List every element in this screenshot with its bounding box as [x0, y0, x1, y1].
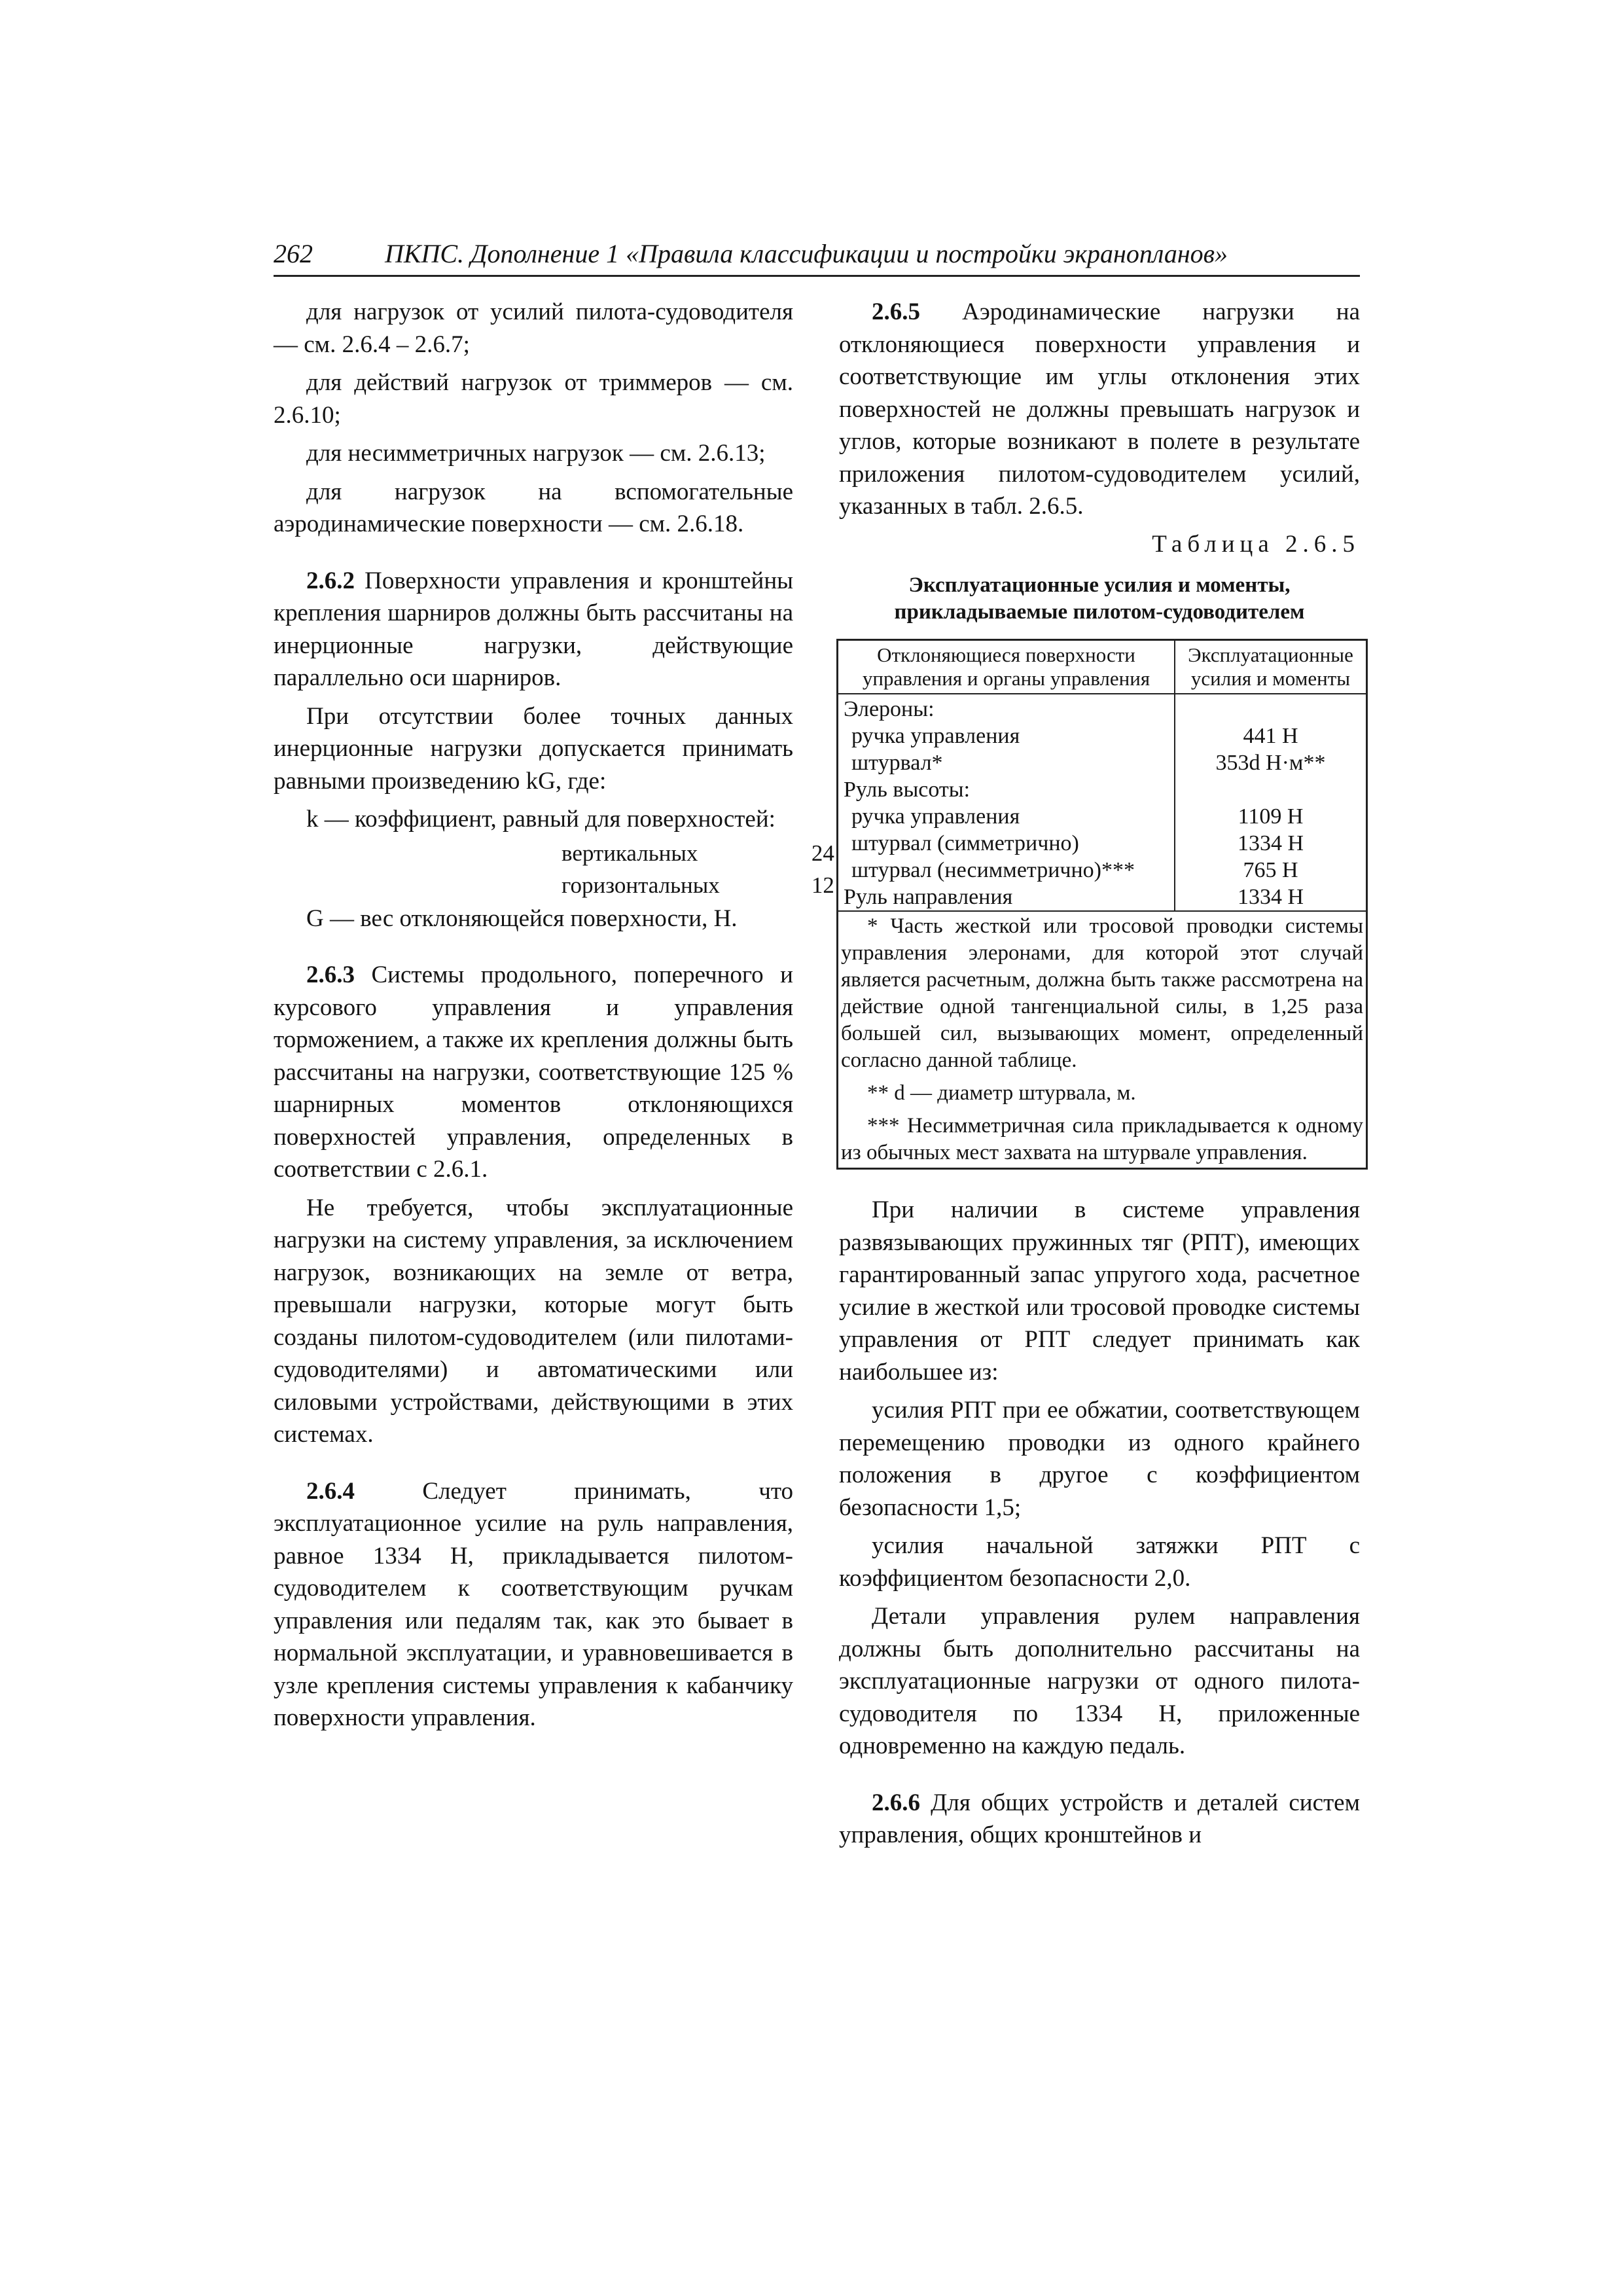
- paragraph: для несимметричных нагрузок — см. 2.6.13;: [306, 440, 766, 467]
- row-value: 765 Н: [1175, 857, 1367, 884]
- section-number: 2.6.5: [872, 298, 920, 325]
- section-number: 2.6.4: [306, 1477, 355, 1505]
- section-2-6-6: [839, 1787, 1360, 1852]
- table-header-row: [838, 640, 1367, 694]
- row-value: 1334 Н: [1175, 830, 1367, 857]
- table-row: [838, 857, 1367, 884]
- coefficient-label: горизонтальных: [562, 872, 720, 898]
- column-header: Эксплуатационные усилия и моменты: [1175, 640, 1367, 694]
- table-row: [838, 884, 1367, 911]
- paragraph: Не требуется, чтобы эксплуатационные нагрузки на систему управления, за исключением нагрузок, возникающих на земле от ветра, превышали нагрузки, которые могут быть созданы пилотом-судоводителем (или пилотами-судоводителями) и автоматическими или силовыми устройствами, действующими в этих системах.: [274, 1194, 793, 1448]
- paragraph: При наличии в системе управления развязывающих пружинных тяг (РПТ), имеющих гарантированный запас упругого хода, расчетное усилие в жесткой или тросовой проводке системы управления от РПТ следует принимать как наибольшее из:: [839, 1196, 1360, 1386]
- running-header: [274, 236, 1360, 277]
- row-label: ручка управления: [851, 724, 1020, 748]
- row-label: ручка управления: [851, 804, 1020, 829]
- table-footnote: *** Несимметричная сила прикладывается к одному из обычных мест захвата на штурвале управления.: [841, 1114, 1363, 1164]
- row-value: [1175, 694, 1367, 723]
- table-row: [838, 830, 1367, 857]
- page-number: 262: [274, 239, 313, 268]
- paragraph: для нагрузок на вспомогательные аэродинамические поверхности — см. 2.6.18.: [274, 478, 793, 537]
- coefficient-label: вертикальных: [562, 840, 698, 866]
- coefficient-value: 12: [811, 872, 834, 898]
- paragraph: При отсутствии более точных данных инерционные нагрузки допускается принимать равными произведению kG, где:: [274, 702, 793, 795]
- section-text: Для общих устройств и деталей систем управления, общих кронштейнов и: [839, 1789, 1360, 1848]
- section-text: Следует принимать, что эксплуатационное усилие на руль направления, равное 1334 Н, прикладывается пилотом-судоводителем к соответствующим ручкам управления или педалям так, как это бывает в нормальной эксплуатации, и уравновешивается в узле крепления системы управления к кабанчику поверхности управления.: [274, 1477, 793, 1731]
- row-label: штурвал (несимметрично)***: [851, 858, 1135, 882]
- row-value: 441 Н: [1175, 723, 1367, 749]
- section-2-6-4: [274, 1475, 793, 1734]
- table-row: [838, 749, 1367, 776]
- coefficient-value: 24: [811, 840, 834, 866]
- coefficient-row: [562, 869, 834, 901]
- paragraph: для действий нагрузок от триммеров — см. 2.6.10;: [274, 369, 793, 429]
- row-value: 353d Н·м**: [1175, 749, 1367, 776]
- table-notes-row: [838, 911, 1367, 1169]
- section-number: 2.6.3: [306, 961, 355, 988]
- paragraph: Детали управления рулем направления должны быть дополнительно рассчитаны на эксплуатационные нагрузки от одного пилота-судоводителя по 1334 Н, приложенные одновременно на каждую педаль.: [839, 1603, 1360, 1759]
- table-title: Эксплуатационные усилия и моменты, прикладываемые пилотом-судоводителем: [894, 573, 1305, 624]
- section-number: 2.6.2: [306, 567, 355, 594]
- loads-table: [836, 639, 1368, 1170]
- column-header: Отклоняющиеся поверхности управления и органы управления: [838, 640, 1175, 694]
- section-2-6-2: [274, 565, 793, 694]
- paragraph: k — коэффициент, равный для поверхностей:: [306, 806, 776, 833]
- section-2-6-3: [274, 959, 793, 1186]
- paragraph: усилия начальной затяжки РПТ с коэффициентом безопасности 2,0.: [839, 1532, 1360, 1592]
- right-column: [839, 296, 1363, 1852]
- table-row: [838, 803, 1367, 830]
- row-value: [1175, 776, 1367, 803]
- paragraph: для нагрузок от усилий пилота-судоводителя — см. 2.6.4 – 2.6.7;: [274, 298, 793, 358]
- table-row: [838, 694, 1367, 723]
- table-row: [838, 723, 1367, 749]
- header-title: ПКПС. Дополнение 1 «Правила классификации и постройки экранопланов»: [385, 239, 1228, 268]
- paragraph: G — вес отклоняющейся поверхности, Н.: [306, 905, 738, 932]
- row-label: Руль высоты:: [844, 778, 971, 802]
- section-text: Аэродинамические нагрузки на отклоняющиеся поверхности управления и соответствующие им углы отклонения этих поверхностей не должны превышать нагрузок и углов, которые возникают в полете в результате приложения пилотом-судоводителем усилий, указанных в табл. 2.6.5.: [839, 298, 1360, 520]
- row-value: 1109 Н: [1175, 803, 1367, 830]
- section-2-6-5: [839, 296, 1360, 523]
- row-label: штурвал*: [851, 751, 943, 775]
- section-text: Системы продольного, поперечного и курсового управления и управления торможением, а также их крепления должны быть рассчитаны на нагрузки, соответствующие 125 % шарнирных моментов отклоняющихся поверхностей управления, определенных в соответствии с 2.6.1.: [274, 961, 793, 1183]
- section-number: 2.6.6: [872, 1789, 920, 1816]
- table-footnote: * Часть жесткой или тросовой проводки системы управления элеронами, для которой этот случай является расчетным, должна быть также рассмотрена на действие одной тангенциальной силы, в 1,25 раза большей сил, вызывающих момент, определенный согласно данной таблице.: [841, 914, 1363, 1072]
- table-notes: [838, 911, 1367, 1169]
- row-label: штурвал (симметрично): [851, 831, 1079, 855]
- table-row: [838, 776, 1367, 803]
- row-label: Руль направления: [838, 884, 1175, 911]
- row-label: Элероны:: [844, 697, 935, 721]
- paragraph: усилия РПТ при ее обжатии, соответствующем перемещению проводки из одного крайнего положения в другое с коэффициентом безопасности 1,5;: [839, 1397, 1360, 1521]
- coefficient-table: [562, 837, 834, 901]
- section-text: Поверхности управления и кронштейны крепления шарниров должны быть рассчитаны на инерционные нагрузки, действующие параллельно оси шарниров.: [274, 567, 793, 691]
- coefficient-row: [562, 837, 834, 869]
- row-value: 1334 Н: [1175, 884, 1367, 911]
- left-column: [274, 296, 834, 1734]
- table-footnote: ** d — диаметр штурвала, м.: [867, 1081, 1136, 1105]
- table-caption: Таблица 2.6.5: [1152, 530, 1360, 558]
